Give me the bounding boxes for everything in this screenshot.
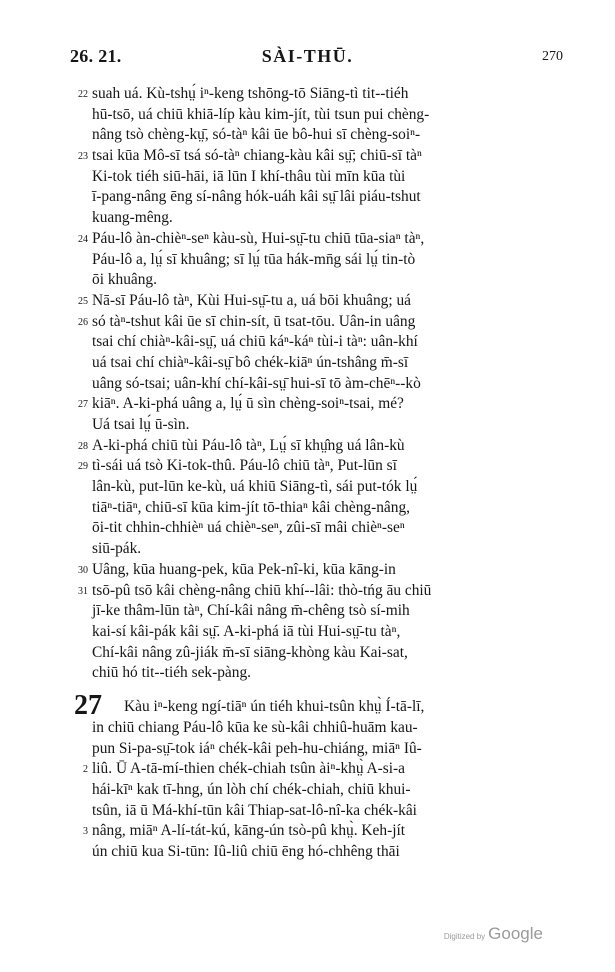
- text-line: [92, 498, 562, 519]
- line-text: uâng só-tsai; uân-khí chí-kâi-sṳ̄ hui-sī tō àm-chēⁿ--kò: [92, 374, 421, 392]
- text-line: [78, 560, 562, 581]
- text-line: [78, 146, 562, 167]
- verse-number: 31: [78, 585, 88, 597]
- line-text: tsō-pû tsō kâi chèng-nâng chiū khí--lâi: thò-tńg āu chiū: [92, 581, 432, 599]
- text-line: [92, 739, 562, 760]
- text-line: [78, 456, 562, 477]
- text-line: [92, 415, 562, 436]
- line-text: ōi-tit chhin-chhièⁿ uá chièⁿ-seⁿ, zûi-sī mâi chièⁿ-seⁿ: [92, 519, 405, 537]
- text-line: [92, 622, 562, 643]
- text-line: [78, 291, 562, 312]
- line-text: Chí-kâi nâng zû-jiák m̄-sī siāng-khòng kàu Kai-sat,: [92, 643, 408, 661]
- line-text: Páu-lô a, lṳ́ sī khuâng; sī lṳ́ tūa hák-mn̄g sái lṳ́ tin-tò: [92, 250, 416, 268]
- text-line: [92, 601, 562, 622]
- running-title: SÀI-THŪ.: [261, 46, 354, 66]
- line-text: liû. Ū A-tā-mí-thien chék-chiah tsûn àiⁿ-khṳ̀ A-si-a: [92, 760, 406, 778]
- text-line: [92, 250, 562, 271]
- line-text: Páu-lô àn-chièⁿ-seⁿ kàu-sù, Hui-sṳ̄-tu chiū tūa-siaⁿ tàⁿ,: [92, 229, 425, 247]
- watermark-small-text: Digitized by: [443, 932, 486, 941]
- verse-number: 28: [78, 440, 88, 452]
- verse-number: 3: [83, 826, 88, 838]
- text-line: [92, 842, 562, 863]
- verse-number: 27: [78, 399, 88, 411]
- text-line: [92, 477, 562, 498]
- verse-number: 30: [78, 564, 88, 576]
- text-line: [78, 394, 562, 415]
- line-text: tsai chí chiàⁿ-kâi-sṳ̄, uá chiū káⁿ-káⁿ tùi-i tàⁿ: uân-khí: [92, 333, 418, 351]
- text-line: [92, 332, 562, 353]
- text-line: [92, 643, 562, 664]
- text-line: [78, 581, 562, 602]
- line-text: ī-pang-nâng ēng sí-nâng hók-uáh kâi sṳ̄ lâi piáu-tshut: [92, 188, 421, 206]
- line-text: chiū hó tit--tiéh sek-pàng.: [92, 664, 251, 682]
- line-text: uá tsai chí chiàⁿ-kâi-sṳ̄ bô chék-kiāⁿ ún-tshâng m̄-sī: [92, 353, 409, 371]
- digitized-watermark: [444, 924, 543, 944]
- watermark-logo-text: Google: [488, 924, 543, 943]
- line-text: pun Si-pa-sṳ̄-tok iáⁿ chék-kâi peh-hu-chiáng, miāⁿ Iû-: [92, 739, 422, 757]
- text-line: [92, 780, 562, 801]
- line-text: tsûn, iā ū Má-khí-tūn kâi Thiap-sat-lô-nî-ka chék-kâi: [92, 801, 417, 819]
- line-text: suah uá. Kù-tshṳ́ iⁿ-keng tshōng-tō Siāng-tì tit--tiéh: [92, 85, 409, 102]
- line-text: hái-kīⁿ kak tī-hng, ún lòh chí chék-chiah, chiū khui-: [92, 781, 411, 798]
- text-line: [92, 125, 562, 146]
- text-line: [92, 663, 562, 684]
- text-line: [92, 353, 562, 374]
- line-text: nâng tsò chèng-kṳ̄, só-tàⁿ kâi ūe bô-hui sī chèng-soiⁿ-: [92, 126, 421, 144]
- text-line: [92, 167, 562, 188]
- text-line: [92, 718, 562, 739]
- text-line: [92, 187, 562, 208]
- text-body: [74, 84, 562, 863]
- line-text: tiāⁿ-tiāⁿ, chiū-sī kūa kim-jít tō-thiaⁿ kâi chèng-nâng,: [92, 498, 410, 516]
- verse-number: 2: [83, 764, 88, 776]
- line-text: kiāⁿ. A-ki-phá uâng a, lṳ́ ū sìn chèng-soiⁿ-tsai, mé?: [92, 395, 404, 413]
- line-text: kai-sí kâi-pák kâi sṳ̄. A-ki-phá iā tùi Hui-sṳ̄-tu tàⁿ,: [92, 622, 401, 640]
- line-text: lân-kù, put-lūn ke-kù, uá khiū Siāng-tì, sái put-tók lṳ́: [92, 478, 418, 496]
- line-text: Kàu iⁿ-keng ngí-tiāⁿ ún tiéh khui-tsûn khṳ̀ Í-tā-lī,: [124, 697, 425, 715]
- text-line: [78, 229, 562, 250]
- text-line: [78, 84, 562, 105]
- line-text: Uâng, kūa huang-pek, kūa Pek-nî-ki, kūa kāng-in: [92, 560, 396, 578]
- line-text: in chiū chiang Páu-lô kūa ke sù-kâi chhiû-huām kau-: [92, 718, 418, 736]
- text-line: [92, 270, 562, 291]
- text-line: [83, 821, 562, 842]
- text-line: [92, 208, 562, 229]
- line-text: Ki-tok tiéh siū-hāi, iā lūn I khí-thâu tùi mīn kūa tùi: [92, 167, 406, 185]
- text-line: [92, 801, 562, 822]
- line-text: tì-sái uá tsò Ki-tok-thû. Páu-lô chiū tàⁿ, Put-lūn sī: [92, 457, 397, 475]
- chapter-number: 27: [74, 689, 102, 721]
- text-line: [92, 539, 562, 560]
- line-text: jī-ke thâm-lūn tàⁿ, Chí-kâi nâng m̄-chêng tsò sí-mih: [92, 602, 410, 620]
- verse-number: 23: [78, 151, 88, 163]
- text-line: [92, 374, 562, 395]
- text-line: [78, 312, 562, 333]
- line-text: A-ki-phá chiū tùi Páu-lô tàⁿ, Lṳ́ sī khṳ̂ng uá lân-kù: [92, 436, 405, 454]
- line-text: ōi khuâng.: [92, 271, 157, 289]
- line-text: hū-tsō, uá chiū khiā-líp kàu kim-jít, tùi tsun pui chèng-: [92, 105, 430, 123]
- line-text: siū-pák.: [92, 540, 142, 558]
- chapter-gap: [92, 684, 562, 695]
- verse-number: 25: [78, 295, 88, 307]
- verse-number: 26: [78, 316, 88, 328]
- line-text: ún chiū kua Si-tūn: Iû-liû chiū ēng hó-chhêng thāi: [92, 843, 400, 861]
- line-text: tsai kūa Mô-sī tsá só-tàⁿ chiang-kàu kâi sṳ̄; chiū-sī tàⁿ: [92, 147, 422, 165]
- line-text: nâng, miāⁿ A-lí-tát-kú, kāng-ún tsò-pû khṳ̀. Keh-jít: [92, 822, 406, 840]
- verse-number: 24: [78, 233, 88, 245]
- line-text: Uá tsai lṳ́ ū-sìn.: [92, 416, 190, 433]
- text-line: [78, 436, 562, 457]
- verse-number: 29: [78, 461, 88, 473]
- text-line: [92, 105, 562, 126]
- page-number: 270: [542, 49, 563, 64]
- line-text: só tàⁿ-tshut kâi ūe sī chin-sít, ū tsat-tōu. Uân-in uâng: [92, 312, 416, 330]
- text-line: [92, 518, 562, 539]
- chapter-opening-line: [74, 689, 562, 721]
- line-text: Nā-sī Páu-lô tàⁿ, Kùi Hui-sṳ̄-tu a, uá bōi khuâng; uá: [92, 291, 412, 309]
- chapter-verse-reference: 26. 21.: [70, 46, 122, 66]
- text-line: [83, 759, 562, 780]
- line-text: kuang-mêng.: [92, 209, 173, 227]
- verse-number: 22: [78, 89, 88, 100]
